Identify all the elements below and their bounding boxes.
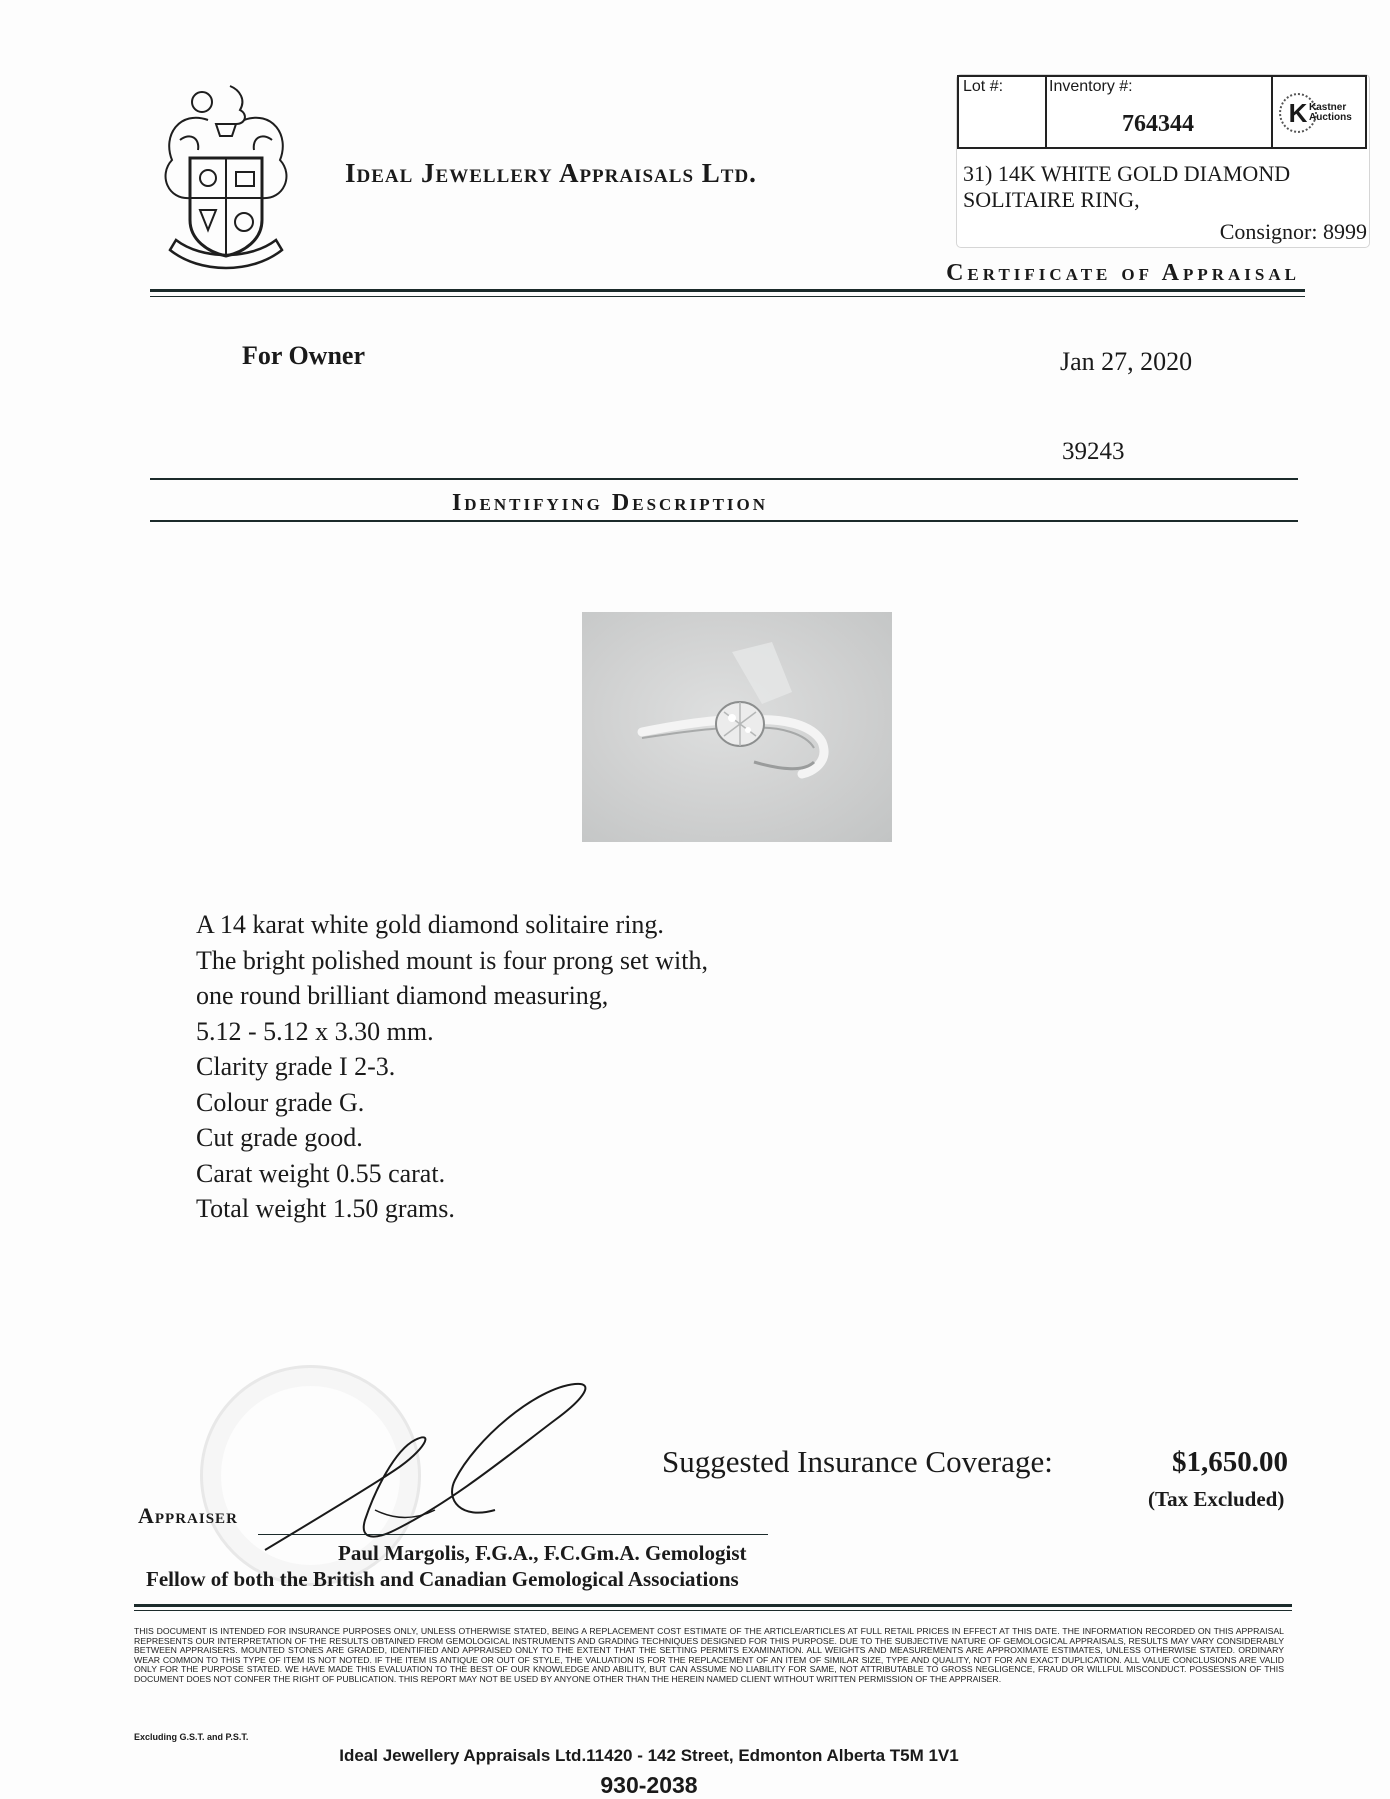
company-phone: 930-2038: [600, 1772, 698, 1798]
divider-section-bottom: [150, 520, 1298, 522]
section-title: Identifying Description: [451, 490, 769, 516]
ring-photo: [582, 612, 892, 842]
description-line: Clarity grade I 2-3.: [196, 1052, 396, 1081]
brand-initial: K: [1279, 93, 1317, 133]
coverage-amount: $1,650.00: [1172, 1446, 1288, 1478]
lot-cell: [959, 77, 1047, 147]
appraiser-label: Appraiser: [138, 1503, 238, 1528]
lot-inventory-box: [957, 75, 1367, 149]
kastner-auctions-logo: [1279, 85, 1361, 141]
item-description: [196, 907, 708, 1227]
disclaimer: THIS DOCUMENT IS INTENDED FOR INSURANCE PURPOSES ONLY, UNLESS OTHERWISE STATED, BEING A REPLACEMENT COST ESTIMATE OF THE ARTICLE/ARTICLES AT FULL RETAIL PRICES IN EFFECT AT THIS DATE. THE INFORMATION RECORDED ON THIS APPRAISAL REPRESENTS OUR INTERPRETATION OF THE RESULTS OBTAINED FROM GEMOLOGICAL INSTRUMENTS AND GRADING TECHNIQUES DESIGNED FOR THIS PURPOSE. DUE TO THE SUBJECTIVE NATURE OF GEMOLOGICAL APPRAISALS, RESULTS MAY VARY CONSIDERABLY BETWEEN APPRAISERS. MOUNTED STONES ARE GRADED, IDENTIFIED AND APPRAISED ONLY TO THE EXTENT THAT THE SETTING PERMITS EXAMINATION. ALL WEIGHTS AND MEASUREMENTS ARE APPROXIMATE ESTIMATES, UNLESS OTHERWISE STATED. ORDINARY WEAR COMMON TO THIS TYPE OF ITEM IS NOT NOTED. IF THE ITEM IS ANTIQUE OR OUT OF STYLE, THE VALUATION IS FOR THE REPLACEMENT OF AN ITEM OF SIMILAR SIZE, TYPE AND QUALITY, NOT FOR AN EXACT DUPLICATION. ALL VALUE CONCLUSIONS ARE VALID ONLY FOR THE PURPOSE STATED. WE HAVE MADE THIS EVALUATION TO THE BEST OF OUR KNOWLEDGE AND ABILITY, BUT CAN ASSUME NO LIABILITY FOR SAME, NOT ATTRIBUTABLE TO GROSS NEGLIGENCE, FRAUD OR WILLFUL MISCONDUCT. POSSESSION OF THIS DOCUMENT DOES NOT CONFER THE RIGHT OF PUBLICATION. THIS REPORT MAY NOT BE USED BY ANYONE OTHER THAN THE HEREIN NAMED CLIENT WITHOUT WRITTEN PERMISSION OF THE APPRAISER.: [134, 1626, 1284, 1684]
inventory-cell: [1045, 77, 1273, 147]
description-line: The bright polished mount is four prong set with,: [196, 945, 709, 975]
owner-label: For Owner: [242, 341, 365, 370]
appraisal-date: Jan 27, 2020: [1060, 347, 1193, 376]
ring-image: [582, 612, 892, 842]
coverage-label: Suggested Insurance Coverage:: [662, 1444, 1053, 1479]
description-line: A 14 karat white gold diamond solitaire ring.: [196, 910, 664, 939]
appraiser-credentials: Fellow of both the British and Canadian Gemological Associations: [146, 1567, 739, 1591]
description-line: Cut grade good.: [196, 1123, 363, 1152]
lot-description: [963, 161, 1290, 213]
lot-description-line1: 31) 14K WHITE GOLD DIAMOND: [963, 161, 1291, 186]
lot-label: Lot #:: [963, 78, 1004, 95]
divider-header-top: [150, 289, 1305, 292]
inventory-label: Inventory #:: [1049, 78, 1133, 95]
description-line: Colour grade G.: [196, 1087, 365, 1117]
tax-exclusion: Excluding G.S.T. and P.S.T.: [134, 1732, 249, 1742]
description-line: Total weight 1.50 grams.: [196, 1194, 455, 1223]
crest-logo: [150, 80, 302, 280]
consignor: Consignor: 8999: [1219, 219, 1367, 244]
divider-footer-bottom: [134, 1610, 1292, 1611]
description-line: Carat weight 0.55 carat.: [196, 1158, 446, 1188]
brand-name-line1: Kastner: [1309, 102, 1347, 113]
divider-section-top: [150, 478, 1298, 480]
reference-number: 39243: [1062, 438, 1125, 465]
company-address: Ideal Jewellery Appraisals Ltd.11420 - 142 Street, Edmonton Alberta T5M 1V1: [339, 1746, 959, 1765]
inventory-number: 764344: [1122, 111, 1194, 137]
certificate-title: Certificate of Appraisal: [946, 260, 1300, 286]
appraiser-name: Paul Margolis, F.G.A., F.C.Gm.A. Gemologist: [338, 1541, 747, 1565]
description-line: 5.12 - 5.12 x 3.30 mm.: [196, 1016, 434, 1046]
description-line: one round brilliant diamond measuring,: [196, 981, 609, 1010]
divider-header-bottom: [150, 296, 1305, 297]
divider-footer-top: [134, 1604, 1292, 1607]
brand-name-line2: Auctions: [1309, 112, 1352, 123]
company-name: Ideal Jewellery Appraisals Ltd.: [345, 158, 757, 188]
signature-line: [258, 1534, 768, 1535]
tax-note: (Tax Excluded): [1148, 1487, 1285, 1511]
brand-name: [1309, 103, 1352, 123]
lot-tag: [957, 75, 1369, 247]
lot-description-line2: SOLITAIRE RING,: [963, 187, 1140, 212]
